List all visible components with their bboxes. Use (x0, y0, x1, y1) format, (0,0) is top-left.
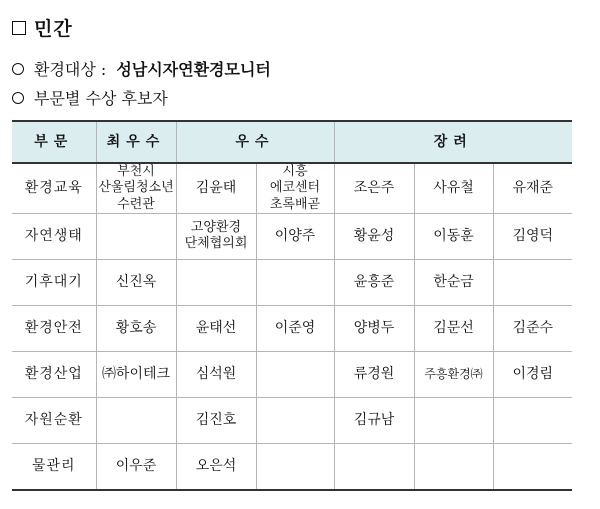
category-cell: 자원순환 (12, 397, 96, 443)
table-row (12, 443, 572, 490)
encourage-cell: 주흥환경㈜ (414, 351, 493, 397)
best-cell (96, 305, 176, 351)
encourage-cell: 김문선 (414, 305, 493, 351)
encourage-cell: 류경원 (334, 351, 414, 397)
excellent-cell (176, 397, 256, 443)
circle-bullet-icon (12, 63, 24, 75)
excellent-cell (256, 259, 334, 305)
excellent-cell (176, 213, 256, 259)
table-row (12, 305, 572, 351)
encourage-cell: 김규남 (334, 397, 414, 443)
best-cell-text: ㈜하이테크 (101, 365, 171, 382)
excellent-cell (176, 443, 256, 490)
encourage-cell: 이경림 (493, 351, 572, 397)
best-cell-text: 신진옥 (115, 273, 157, 290)
best-cell-text: 산울림청소년 (98, 180, 174, 196)
encourage-cell (334, 443, 414, 490)
excellent-cell (256, 213, 334, 259)
category-cell: 환경교육 (12, 163, 96, 213)
encourage-cell: 사유철 (414, 163, 493, 213)
encourage-cell: 한순금 (414, 259, 493, 305)
circle-bullet-icon (12, 92, 24, 104)
awards-table (12, 120, 572, 491)
encourage-cell (414, 443, 493, 490)
table-header-row (12, 121, 572, 163)
header-encourage: 장려 (334, 121, 572, 163)
excellent-cell (176, 259, 256, 305)
best-cell-text: 이우준 (115, 457, 157, 474)
excellent-cell-text: 심석원 (195, 365, 237, 382)
encourage-cell: 이동훈 (414, 213, 493, 259)
excellent-cell (256, 443, 334, 490)
table-row (12, 259, 572, 305)
best-cell (96, 259, 176, 305)
encourage-cell: 조은주 (334, 163, 414, 213)
encourage-cell: 양병두 (334, 305, 414, 351)
excellent-cell-text: 초록배곧 (269, 196, 321, 212)
table-body (12, 163, 572, 490)
table-row (12, 351, 572, 397)
best-cell-text: 황호송 (115, 319, 157, 336)
encourage-cell (414, 397, 493, 443)
category-cell: 기후대기 (12, 259, 96, 305)
best-cell (96, 443, 176, 490)
category-cell: 자연생태 (12, 213, 96, 259)
category-cell: 물관리 (12, 443, 96, 490)
encourage-cell (493, 443, 572, 490)
grand-prize-label: 환경대상 : (34, 60, 107, 79)
excellent-cell (256, 305, 334, 351)
excellent-cell-text: 이준영 (274, 319, 316, 336)
header-best: 최우수 (96, 121, 176, 163)
excellent-cell (256, 351, 334, 397)
encourage-cell: 윤흥준 (334, 259, 414, 305)
excellent-cell-text: 윤태선 (195, 319, 237, 336)
excellent-cell-text: 고양환경 (190, 220, 242, 235)
best-cell-text: 부천시 (117, 164, 155, 179)
excellent-cell (176, 351, 256, 397)
excellent-cell-text: 김윤태 (195, 179, 237, 196)
table-row (12, 397, 572, 443)
best-cell-text: 수련관 (117, 196, 155, 212)
candidates-label: 부문별 수상 후보자 (34, 89, 168, 108)
grand-prize-winner: 성남시자연환경모니터 (116, 60, 271, 79)
table-row (12, 163, 572, 213)
section-heading (12, 14, 73, 41)
category-cell: 환경산업 (12, 351, 96, 397)
header-category: 부문 (12, 121, 96, 163)
candidates-line (12, 86, 168, 109)
excellent-cell (176, 305, 256, 351)
encourage-cell: 황윤성 (334, 213, 414, 259)
excellent-cell (176, 163, 256, 213)
excellent-cell-text: 오은석 (195, 457, 237, 474)
excellent-cell-text: 단체협의회 (184, 236, 248, 252)
encourage-cell: 김영덕 (493, 213, 572, 259)
best-cell (96, 351, 176, 397)
encourage-cell (493, 259, 572, 305)
best-cell (96, 163, 176, 213)
square-bullet-icon (12, 21, 26, 35)
excellent-cell-text: 에코센터 (269, 180, 321, 196)
encourage-cell: 김준수 (493, 305, 572, 351)
best-cell (96, 397, 176, 443)
encourage-cell: 유재준 (493, 163, 572, 213)
excellent-cell (256, 397, 334, 443)
section-title: 민간 (34, 18, 73, 40)
excellent-cell-text: 이양주 (274, 227, 316, 244)
grand-prize-line (12, 57, 271, 80)
excellent-cell-text: 김진호 (195, 411, 237, 428)
excellent-cell-text: 시흥 (282, 164, 308, 179)
excellent-cell (256, 163, 334, 213)
header-excellent: 우수 (176, 121, 334, 163)
encourage-cell (493, 397, 572, 443)
category-cell: 환경안전 (12, 305, 96, 351)
best-cell (96, 213, 176, 259)
table-row (12, 213, 572, 259)
